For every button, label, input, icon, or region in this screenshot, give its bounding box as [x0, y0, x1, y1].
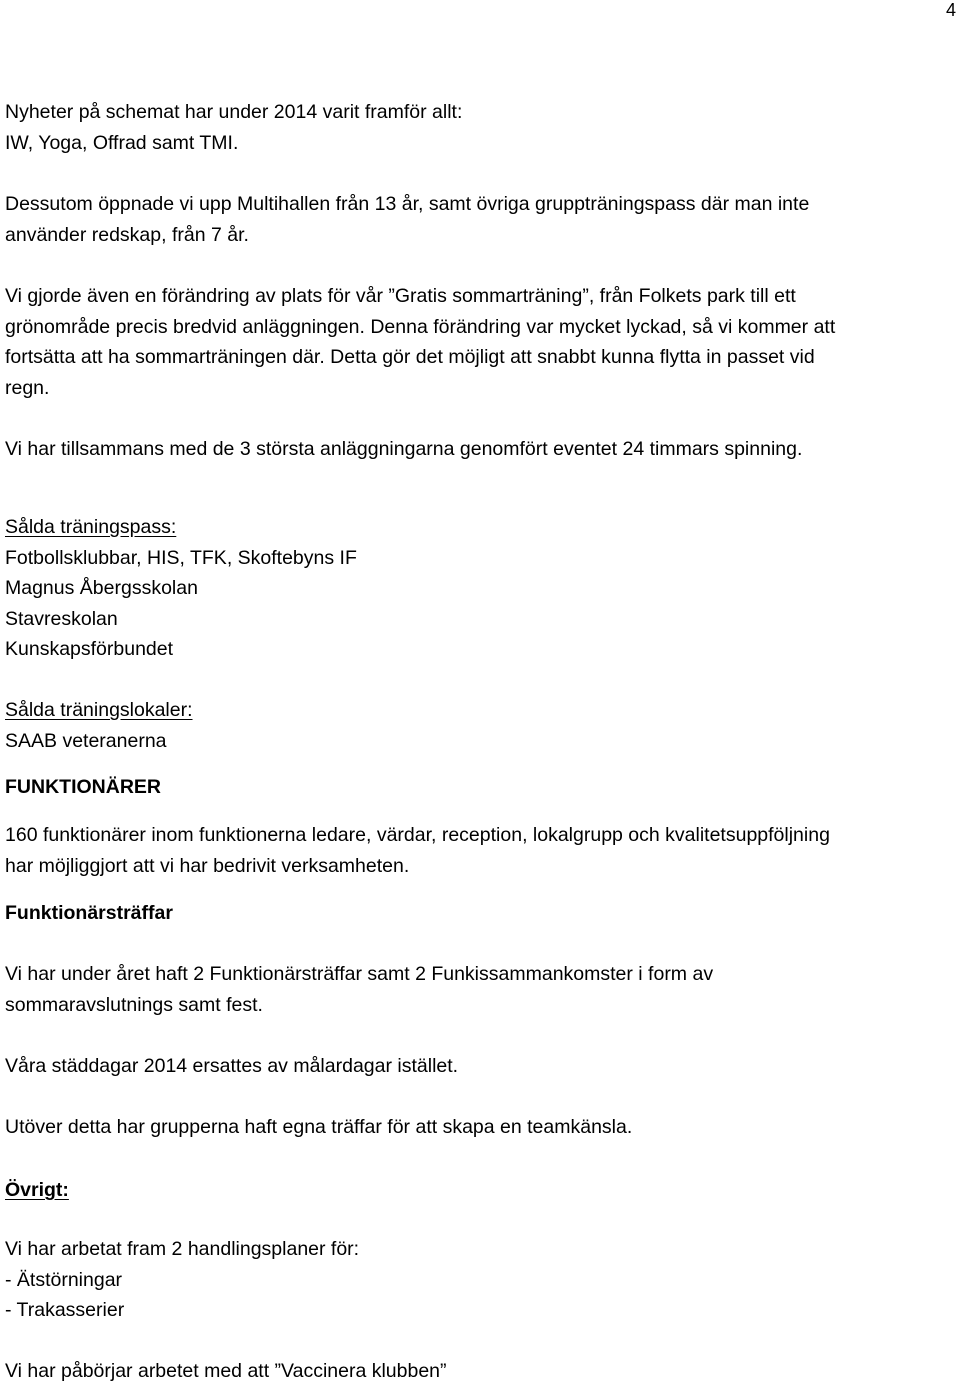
text-line: 160 funktionärer inom funktionerna ledare, värdar, reception, lokalgrupp och kvalitetsuppföljning: [5, 824, 830, 846]
action-plans-intro: Vi har arbetat fram 2 handlingsplaner för:: [5, 1238, 360, 1260]
text-line: använder redskap, från 7 år.: [5, 223, 249, 246]
text-line: Våra städdagar 2014 ersattes av målardagar istället.: [5, 1055, 459, 1077]
list-item: Stavreskolan: [5, 607, 118, 630]
meetings-heading-block: [5, 898, 940, 929]
paragraph-officials: [5, 820, 940, 881]
text-line: grönområde precis bredvid anläggningen. Denna förändring var mycket lyckad, så vi kommer att: [5, 315, 836, 338]
paragraph-meetings: [5, 959, 940, 1020]
list-item: Fotbollsklubbar, HIS, TFK, Skoftebyns IF: [5, 546, 357, 569]
paragraph-vaccinate: [5, 1356, 940, 1387]
meetings-heading: Funktionärsträffar: [5, 902, 173, 924]
text-line: Utöver detta har grupperna haft egna träffar för att skapa en teamkänsla.: [5, 1116, 633, 1138]
text-line: regn.: [5, 376, 50, 399]
page-number: 4: [945, 0, 956, 20]
section-sold-venues: [5, 695, 940, 756]
text-line: Nyheter på schemat har under 2014 varit framför allt:: [5, 101, 463, 123]
text-line: Vi har under året haft 2 Funktionärsträffar samt 2 Funkissammankomster i form av: [5, 963, 714, 985]
section-action-plans: [5, 1234, 940, 1326]
list-item: - Ätstörningar: [5, 1268, 123, 1291]
text-line: Dessutom öppnade vi upp Multihallen från 13 år, samt övriga gruppträningspass där man inte: [5, 193, 810, 215]
list-item: Magnus Åbergsskolan: [5, 577, 198, 599]
section-sold-sessions: [5, 512, 940, 665]
text-line: Vi har påbörjar arbetet med att ”Vaccinera klubben”: [5, 1360, 447, 1382]
other-heading: Övrigt:: [5, 1179, 69, 1201]
text-line: Vi har tillsammans med de 3 största anläggningarna genomfört eventet 24 timmars spinning.: [5, 438, 803, 460]
text-line: sommaravslutnings samt fest.: [5, 993, 263, 1016]
list-item: - Trakasserier: [5, 1299, 125, 1321]
text-line: har möjliggjort att vi har bedrivit verksamheten.: [5, 854, 410, 877]
list-item: Kunskapsförbundet: [5, 638, 174, 660]
text-line: fortsätta att ha sommarträningen där. Detta gör det möjligt att snabbt kunna flytta in passet vid: [5, 346, 815, 368]
paragraph-spinning-event: [5, 434, 940, 465]
officials-heading-block: [5, 772, 940, 803]
text-line: Vi gjorde även en förändring av plats för vår ”Gratis sommarträning”, från Folkets park till ett: [5, 285, 796, 307]
paragraph-summer-training: [5, 281, 940, 403]
other-heading-block: [5, 1175, 940, 1206]
paragraph-team-meetings: [5, 1112, 940, 1143]
sold-venues-heading: Sålda träningslokaler:: [5, 699, 193, 721]
paragraph-multihall: [5, 189, 940, 250]
paragraph-schedule-news: [5, 97, 940, 158]
sold-sessions-heading: Sålda träningspass:: [5, 516, 177, 538]
officials-heading: FUNKTIONÄRER: [5, 776, 161, 798]
text-line: IW, Yoga, Offrad samt TMI.: [5, 131, 239, 154]
paragraph-painting-days: [5, 1051, 940, 1082]
list-item: SAAB veteranerna: [5, 729, 167, 752]
